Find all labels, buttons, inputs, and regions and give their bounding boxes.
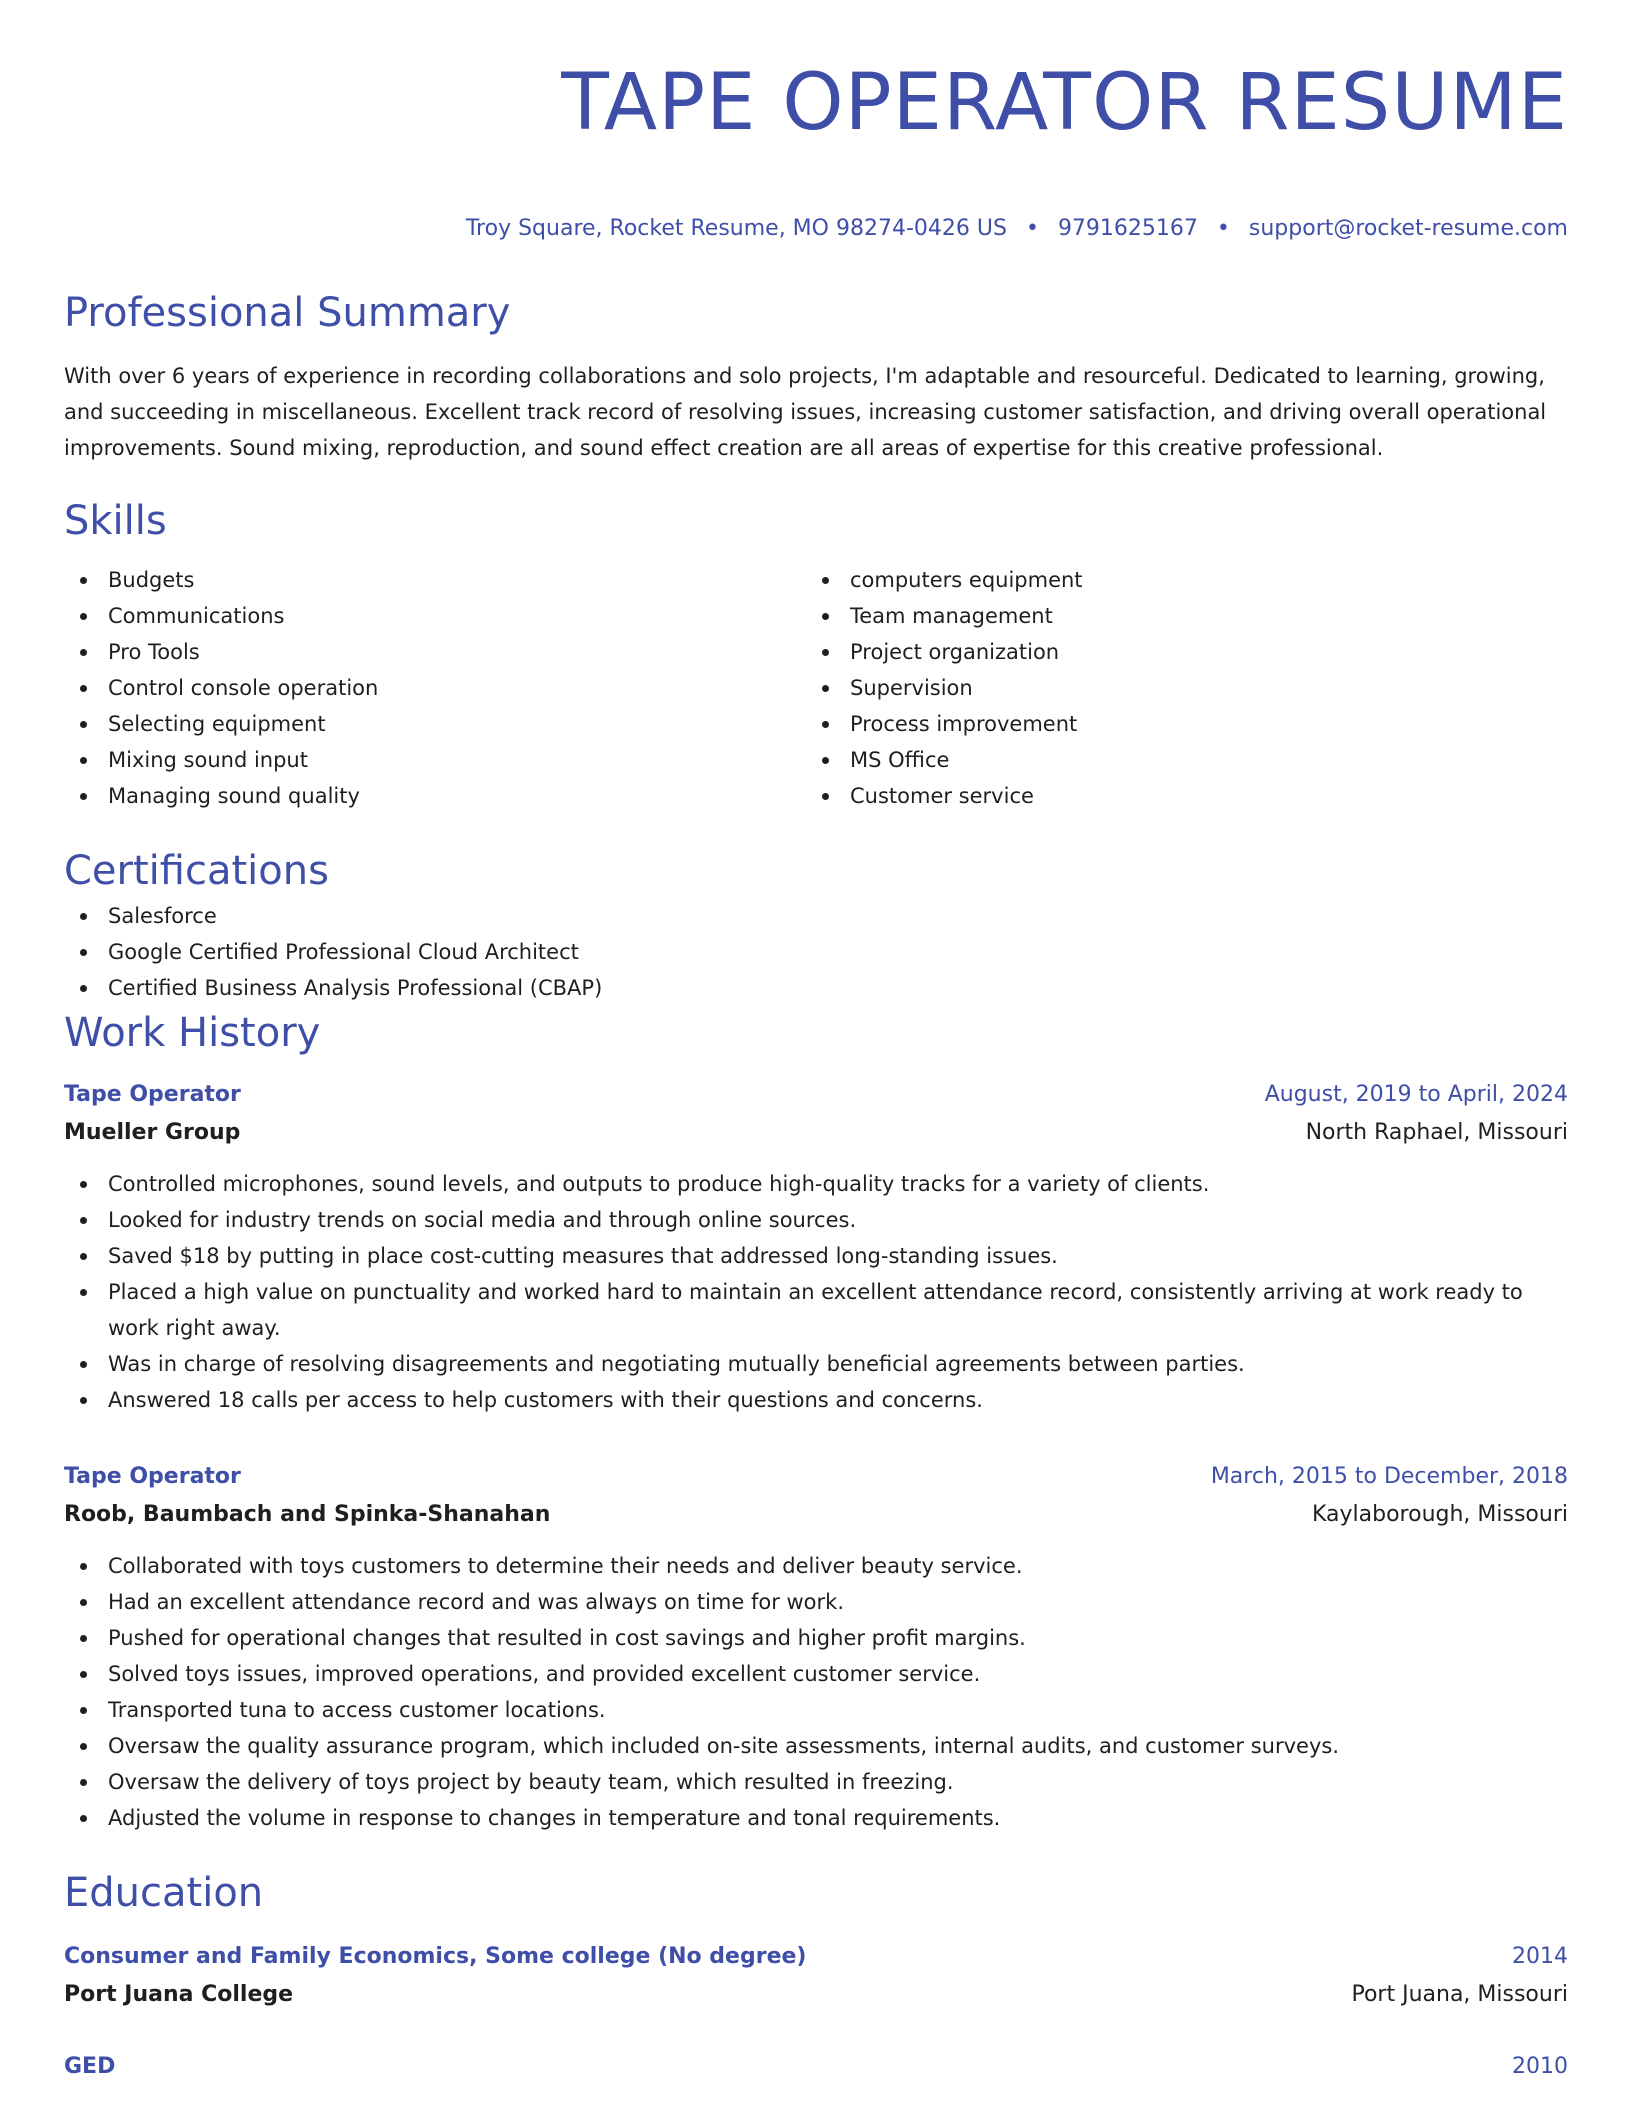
skill-item: Customer service bbox=[806, 778, 1548, 814]
education-entry bbox=[64, 2048, 1568, 2086]
contact-line bbox=[64, 214, 1568, 244]
education-degree: Consumer and Family Economics, Some college (No degree) bbox=[64, 1944, 807, 1969]
job-duty: Solved toys issues, improved operations, and provided excellent customer service. bbox=[64, 1656, 1568, 1692]
job-company: Mueller Group bbox=[64, 1120, 241, 1145]
job-location: Kaylaborough, Missouri bbox=[1312, 1502, 1568, 1527]
job-dates: August, 2019 to April, 2024 bbox=[1264, 1082, 1568, 1107]
job-duty: Collaborated with toys customers to determine their needs and deliver beauty service. bbox=[64, 1548, 1568, 1584]
summary-section bbox=[64, 286, 1568, 466]
summary-heading: Professional Summary bbox=[64, 290, 511, 336]
job-duty: Placed a high value on punctuality and worked hard to maintain an excellent attendance record, consistently arriving at work ready to work right away. bbox=[64, 1274, 1568, 1346]
skills-heading: Skills bbox=[64, 498, 167, 544]
skill-item: Communications bbox=[64, 598, 806, 634]
job-duty: Controlled microphones, sound levels, and outputs to produce high-quality tracks for a variety of clients. bbox=[64, 1166, 1568, 1202]
job-duty: Adjusted the volume in response to changes in temperature and tonal requirements. bbox=[64, 1800, 1568, 1836]
skill-item: Pro Tools bbox=[64, 634, 806, 670]
contact-separator: • bbox=[1216, 216, 1230, 241]
education-year: 2010 bbox=[1512, 2054, 1568, 2079]
skill-item: Budgets bbox=[64, 562, 806, 598]
job-entry bbox=[64, 1458, 1568, 1836]
job-duty: Was in charge of resolving disagreements and negotiating mutually beneficial agreements between parties. bbox=[64, 1346, 1568, 1382]
education-entry bbox=[64, 1938, 1568, 2014]
education-school: Port Juana College bbox=[64, 1982, 294, 2007]
job-duty: Oversaw the quality assurance program, which included on-site assessments, internal audits, and customer surveys. bbox=[64, 1728, 1568, 1764]
summary-text: With over 6 years of experience in recording collaborations and solo projects, I'm adaptable and resourceful. Dedicated to learning, growing, and succeeding in miscellaneous. Excellent track record of resolving issues, increasing customer satisfaction, and driving overall operational improvements. Sound mixing, reproduction, and sound effect creation are all areas of expertise for this creative professional. bbox=[64, 364, 1547, 460]
work-history-section bbox=[64, 1006, 1568, 1836]
job-duty: Had an excellent attendance record and was always on time for work. bbox=[64, 1584, 1568, 1620]
education-degree: GED bbox=[64, 2054, 116, 2079]
skill-item: Managing sound quality bbox=[64, 778, 806, 814]
job-duty: Oversaw the delivery of toys project by beauty team, which resulted in freezing. bbox=[64, 1764, 1568, 1800]
job-duties-list bbox=[64, 1548, 1568, 1836]
skill-item: Selecting equipment bbox=[64, 706, 806, 742]
job-location: North Raphael, Missouri bbox=[1305, 1120, 1568, 1145]
skills-grid bbox=[64, 562, 1568, 814]
work-history-heading: Work History bbox=[64, 1010, 321, 1056]
skill-item: MS Office bbox=[806, 742, 1548, 778]
skill-item: Process improvement bbox=[806, 706, 1548, 742]
education-heading: Education bbox=[64, 1870, 264, 1916]
job-dates: March, 2015 to December, 2018 bbox=[1210, 1464, 1568, 1489]
skills-list-left bbox=[64, 562, 806, 814]
job-duty: Pushed for operational changes that resulted in cost savings and higher profit margins. bbox=[64, 1620, 1568, 1656]
job-duties-list bbox=[64, 1166, 1568, 1418]
job-duty: Answered 18 calls per access to help customers with their questions and concerns. bbox=[64, 1382, 1568, 1418]
contact-separator: • bbox=[1025, 216, 1039, 241]
certification-item: Certified Business Analysis Professional (CBAP) bbox=[64, 970, 1568, 1006]
job-duty: Transported tuna to access customer locations. bbox=[64, 1692, 1568, 1728]
job-entry bbox=[64, 1076, 1568, 1418]
certifications-list bbox=[64, 898, 1568, 1006]
skill-item: Mixing sound input bbox=[64, 742, 806, 778]
job-title: Tape Operator bbox=[64, 1082, 241, 1107]
skills-section bbox=[64, 494, 1568, 814]
contact-phone: 9791625167 bbox=[1057, 216, 1198, 241]
certification-item: Google Certified Professional Cloud Architect bbox=[64, 934, 1568, 970]
education-year: 2014 bbox=[1512, 1944, 1568, 1969]
skill-item: Project organization bbox=[806, 634, 1548, 670]
certifications-heading: Certifications bbox=[64, 848, 329, 894]
skill-item: Control console operation bbox=[64, 670, 806, 706]
job-title: Tape Operator bbox=[64, 1464, 241, 1489]
education-section bbox=[64, 1866, 1568, 2086]
skill-item: computers equipment bbox=[806, 562, 1548, 598]
skills-list-right bbox=[806, 562, 1548, 814]
job-company: Roob, Baumbach and Spinka-Shanahan bbox=[64, 1502, 551, 1527]
contact-address: Troy Square, Rocket Resume, MO 98274-0426 US bbox=[465, 216, 1007, 241]
contact-email: support@rocket-resume.com bbox=[1248, 216, 1568, 241]
certifications-section bbox=[64, 844, 1568, 1006]
job-duty: Looked for industry trends on social media and through online sources. bbox=[64, 1202, 1568, 1238]
skill-item: Team management bbox=[806, 598, 1548, 634]
education-location: Port Juana, Missouri bbox=[1351, 1982, 1568, 2007]
resume-title: TAPE OPERATOR RESUME bbox=[561, 58, 1568, 148]
certification-item: Salesforce bbox=[64, 898, 1568, 934]
skill-item: Supervision bbox=[806, 670, 1548, 706]
job-duty: Saved $18 by putting in place cost-cutting measures that addressed long-standing issues. bbox=[64, 1238, 1568, 1274]
